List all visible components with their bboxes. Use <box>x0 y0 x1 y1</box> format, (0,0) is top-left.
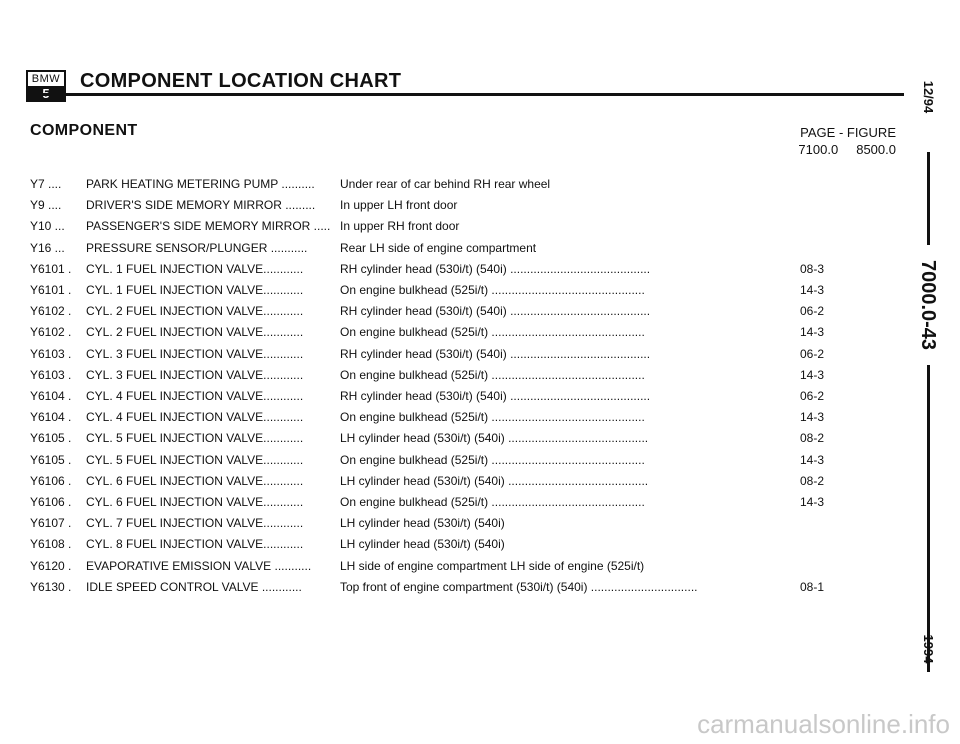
row-location: On engine bulkhead (525i/t) .............................................. <box>340 325 645 340</box>
row-id: Y6102 . <box>30 304 72 319</box>
row-page-ref: 14-3 <box>800 283 825 297</box>
table-row <box>30 322 840 342</box>
row-page-ref: 14-3 <box>800 452 825 467</box>
row-location: Top front of engine compartment (530i/t) (540i) ................................ <box>340 579 698 594</box>
page-figure-values: 7100.0 8500.0 <box>798 142 896 157</box>
row-location: On engine bulkhead (525i/t) .............................................. <box>340 495 645 509</box>
row-page-ref: 08-2 <box>800 473 825 488</box>
row-location: In upper RH front door <box>340 219 460 234</box>
row-location: Under rear of car behind RH rear wheel <box>340 177 551 191</box>
table-row <box>30 259 840 279</box>
row-page-ref: 14-3 <box>800 325 825 340</box>
row-id: Y6106 . <box>30 473 72 488</box>
row-component: EVAPORATIVE EMISSION VALVE ........... <box>86 558 312 573</box>
row-component: PASSENGER'S SIDE MEMORY MIRROR ..... <box>86 219 331 234</box>
table-row <box>30 450 840 470</box>
section-heading: COMPONENT <box>30 122 138 139</box>
row-page-ref: 14-3 <box>800 410 825 425</box>
row-component: CYL. 3 FUEL INJECTION VALVE............ <box>86 367 304 382</box>
row-location: LH side of engine compartment LH side of engine (525i/t) <box>340 558 645 573</box>
row-location: LH cylinder head (530i/t) (540i) .......................................... <box>340 431 649 446</box>
row-id: Y6103 . <box>30 367 72 382</box>
row-id: Y6104 . <box>30 389 72 403</box>
row-page-ref: 06-2 <box>800 389 825 403</box>
table-row <box>30 534 840 554</box>
logo-brand-text: BMW <box>28 72 64 87</box>
row-component: CYL. 4 FUEL INJECTION VALVE............ <box>86 410 304 425</box>
table-row <box>30 365 840 385</box>
row-location: RH cylinder head (530i/t) (540i) .......................................... <box>340 389 651 403</box>
page-title: COMPONENT LOCATION CHART <box>80 70 402 92</box>
row-page-ref: 08-2 <box>800 431 825 446</box>
table-row <box>30 556 840 576</box>
row-location: On engine bulkhead (525i/t) .............................................. <box>340 452 645 467</box>
row-component: CYL. 2 FUEL INJECTION VALVE............ <box>86 304 304 319</box>
row-id: Y6105 . <box>30 431 72 446</box>
table-row <box>30 238 840 258</box>
side-page-number: 7000.0-43 <box>915 245 941 365</box>
row-location: RH cylinder head (530i/t) (540i) .......................................... <box>340 346 651 361</box>
side-divider <box>927 152 930 672</box>
row-id: Y6102 . <box>30 325 72 340</box>
row-id: Y7 .... <box>30 177 62 191</box>
row-page-ref: 08-3 <box>800 261 825 276</box>
table-row <box>30 344 840 364</box>
row-component: CYL. 6 FUEL INJECTION VALVE............ <box>86 495 304 509</box>
row-component: DRIVER'S SIDE MEMORY MIRROR ......... <box>86 198 316 213</box>
row-component: CYL. 8 FUEL INJECTION VALVE............ <box>86 537 304 552</box>
row-component: CYL. 5 FUEL INJECTION VALVE............ <box>86 452 304 467</box>
row-id: Y6101 . <box>30 261 72 276</box>
row-component: CYL. 4 FUEL INJECTION VALVE............ <box>86 389 304 403</box>
row-page-ref: 06-2 <box>800 304 825 319</box>
table-row <box>30 471 840 491</box>
page-figure-header <box>766 124 896 158</box>
row-id: Y6101 . <box>30 283 72 297</box>
row-location: RH cylinder head (530i/t) (540i) .......................................... <box>340 261 651 276</box>
side-date: 12/94 <box>921 80 936 114</box>
table-row <box>30 428 840 448</box>
row-id: Y6105 . <box>30 452 72 467</box>
row-id: Y6106 . <box>30 495 72 509</box>
row-component: PARK HEATING METERING PUMP .......... <box>86 177 315 191</box>
row-id: Y6103 . <box>30 346 72 361</box>
row-id: Y6120 . <box>30 558 72 573</box>
table-row <box>30 216 840 236</box>
table-row <box>30 301 840 321</box>
table-row <box>30 280 840 300</box>
row-component: PRESSURE SENSOR/PLUNGER ........... <box>86 240 308 255</box>
row-component: CYL. 3 FUEL INJECTION VALVE............ <box>86 346 304 361</box>
row-component: CYL. 1 FUEL INJECTION VALVE............ <box>86 261 304 276</box>
row-page-ref: 14-3 <box>800 367 825 382</box>
row-location: Rear LH side of engine compartment <box>340 240 537 255</box>
table-row <box>30 174 840 194</box>
row-location: LH cylinder head (530i/t) (540i) <box>340 537 505 552</box>
row-id: Y16 ... <box>30 240 65 255</box>
table-row <box>30 195 840 215</box>
table-row <box>30 492 840 512</box>
table-row <box>30 407 840 427</box>
row-component: CYL. 5 FUEL INJECTION VALVE............ <box>86 431 304 446</box>
table-row <box>30 386 840 406</box>
row-location: LH cylinder head (530i/t) (540i) .......................................... <box>340 473 649 488</box>
row-page-ref: 08-1 <box>800 579 825 594</box>
title-divider <box>26 93 904 96</box>
watermark-text: carmanualsonline.info <box>697 709 950 739</box>
row-location: RH cylinder head (530i/t) (540i) .......................................... <box>340 304 651 319</box>
bmw-5-series-logo <box>26 70 66 102</box>
row-component: IDLE SPEED CONTROL VALVE ............ <box>86 579 302 594</box>
row-component: CYL. 7 FUEL INJECTION VALVE............ <box>86 516 304 531</box>
row-page-ref: 06-2 <box>800 346 825 361</box>
page-figure-label: PAGE - FIGURE <box>800 125 896 140</box>
row-location: In upper LH front door <box>340 198 458 213</box>
row-location: On engine bulkhead (525i/t) .............................................. <box>340 367 645 382</box>
row-id: Y6104 . <box>30 410 72 425</box>
side-year: 1994 <box>921 634 936 664</box>
row-id: Y6107 . <box>30 516 72 531</box>
row-location: On engine bulkhead (525i/t) .............................................. <box>340 283 645 297</box>
table-row <box>30 577 840 597</box>
row-location: On engine bulkhead (525i/t) .............................................. <box>340 410 645 425</box>
row-component: CYL. 2 FUEL INJECTION VALVE............ <box>86 325 304 340</box>
row-id: Y6108 . <box>30 537 72 552</box>
row-location: LH cylinder head (530i/t) (540i) <box>340 516 505 531</box>
row-id: Y9 .... <box>30 198 62 213</box>
row-component: CYL. 1 FUEL INJECTION VALVE............ <box>86 283 304 297</box>
row-id: Y6130 . <box>30 579 72 594</box>
row-page-ref: 14-3 <box>800 495 825 509</box>
row-component: CYL. 6 FUEL INJECTION VALVE............ <box>86 473 304 488</box>
table-row <box>30 513 840 533</box>
row-id: Y10 ... <box>30 219 65 234</box>
